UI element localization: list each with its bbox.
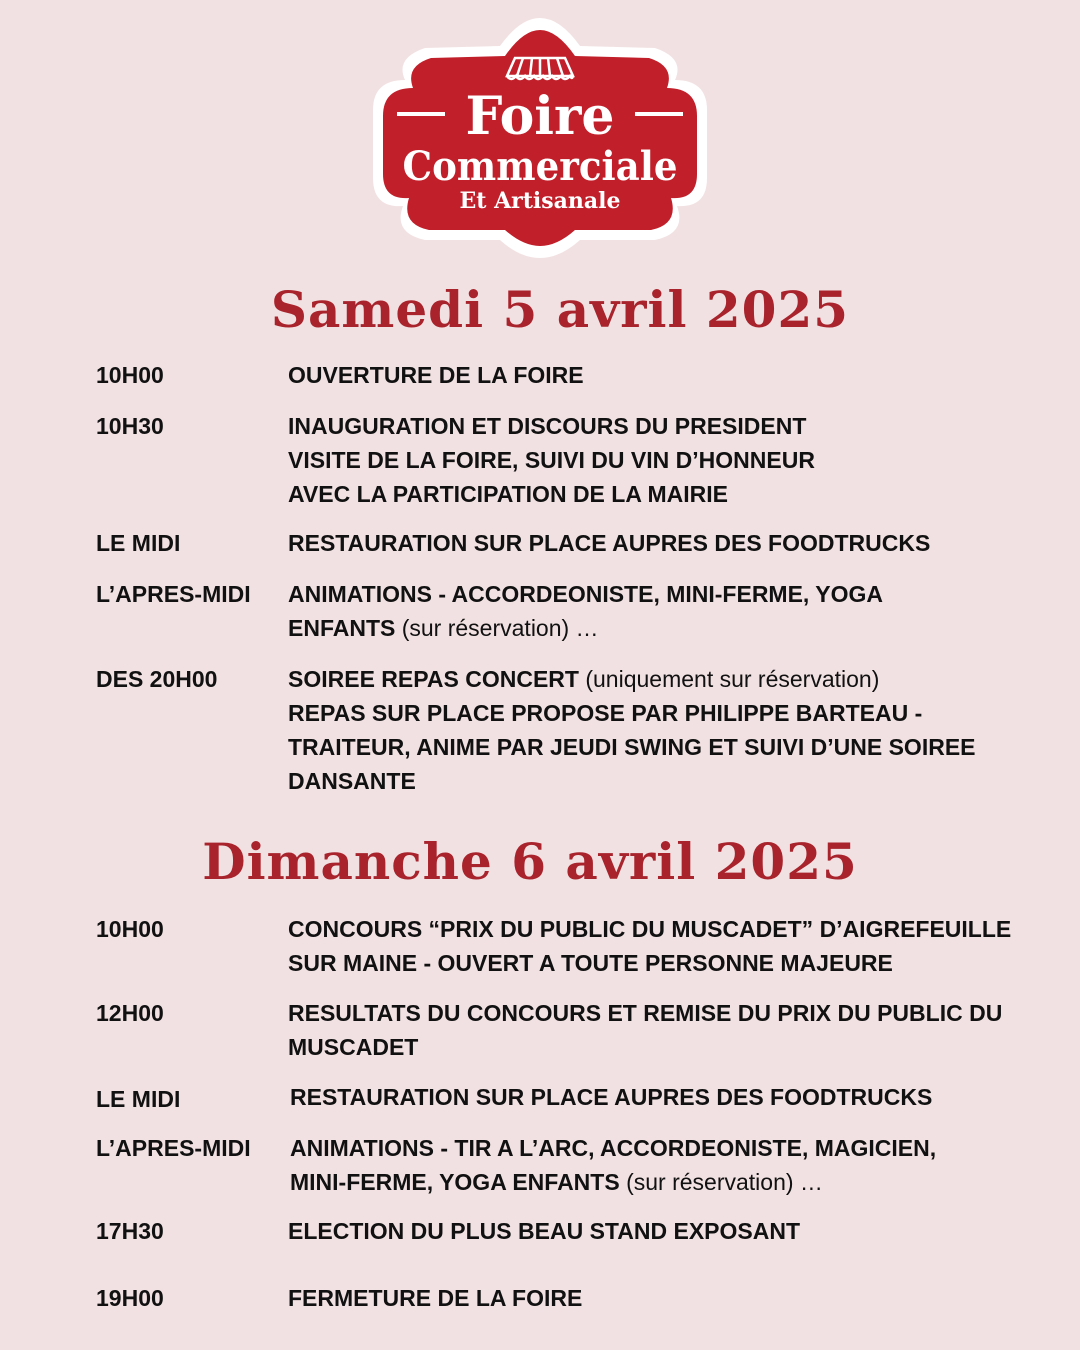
event-line: RESTAURATION SUR PLACE AUPRES DES FOODTRUCKS [290,1084,933,1110]
event-description [288,409,1058,511]
event-time: 10H00 [96,916,164,942]
event-line: TRAITEUR, ANIME PAR JEUDI SWING ET SUIVI D’UNE SOIREE [288,734,976,760]
event-line: MINI-FERME, YOGA ENFANTS (sur réservation) … [290,1169,823,1195]
event-line: ANIMATIONS - ACCORDEONISTE, MINI-FERME, YOGA [288,581,884,607]
event-line: ELECTION DU PLUS BEAU STAND EXPOSANT [288,1218,800,1244]
event-time: LE MIDI [96,530,181,556]
event-line: VISITE DE LA FOIRE, SUIVI DU VIN D’HONNEUR [288,447,815,473]
event-description [288,358,1058,392]
event-description [290,1080,1060,1114]
day-title-sunday: Dimanche 6 avril 2025 [202,832,858,891]
event-time: 17H30 [96,1218,164,1244]
foire-commerciale-logo [335,18,745,258]
event-line: DANSANTE [288,768,416,794]
event-line: ANIMATIONS - TIR A L’ARC, ACCORDEONISTE, MAGICIEN, [290,1135,937,1161]
event-line: OUVERTURE DE LA FOIRE [288,362,584,388]
event-line: REPAS SUR PLACE PROPOSE PAR PHILIPPE BARTEAU - [288,700,923,726]
event-description [288,662,1058,798]
day-title-saturday: Samedi 5 avril 2025 [270,280,850,339]
event-line: MUSCADET [288,1034,419,1060]
event-time: L’APRES-MIDI [96,1135,251,1161]
event-line: INAUGURATION ET DISCOURS DU PRESIDENT [288,413,807,439]
event-line: RESTAURATION SUR PLACE AUPRES DES FOODTRUCKS [288,530,931,556]
event-time: 12H00 [96,1000,164,1026]
event-description [288,996,1058,1064]
event-line: CONCOURS “PRIX DU PUBLIC DU MUSCADET” D’AIGREFEUILLE [288,916,1012,942]
event-description [290,1131,1060,1199]
event-description [288,577,1058,645]
event-time: 19H00 [96,1285,164,1311]
event-description [288,912,1058,980]
event-line: RESULTATS DU CONCOURS ET REMISE DU PRIX DU PUBLIC DU [288,1000,1003,1026]
event-time: DES 20H00 [96,666,218,692]
event-line: AVEC LA PARTICIPATION DE LA MAIRIE [288,481,728,507]
event-line: FERMETURE DE LA FOIRE [288,1285,583,1311]
event-line: SUR MAINE - OUVERT A TOUTE PERSONNE MAJEURE [288,950,893,976]
event-description [288,1214,1058,1248]
event-line: ENFANTS (sur réservation) … [288,615,599,641]
event-line: SOIREE REPAS CONCERT (uniquement sur réservation) [288,666,880,692]
event-description [288,1281,1058,1315]
logo-line-foire: Foire [465,86,615,147]
logo-line-artisanale: Et Artisanale [459,188,621,214]
event-description [288,526,1058,560]
event-time: LE MIDI [96,1086,181,1112]
logo-line-commerciale: Commerciale [402,143,678,190]
event-time: 10H30 [96,413,164,439]
event-time: L’APRES-MIDI [96,581,251,607]
event-time: 10H00 [96,362,164,388]
